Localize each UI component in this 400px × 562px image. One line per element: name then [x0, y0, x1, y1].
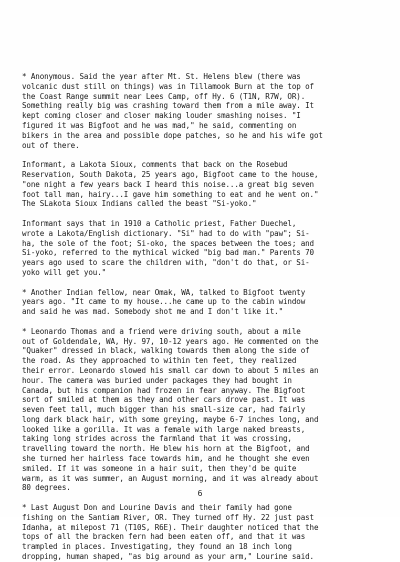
- paragraph-lakota-dictionary: Informant says that in 1910 a Catholic priest, Father Duechel, wrote a Lakota/English dictionary. "Si" had to do with "paw"; Si- ha, the sole of the foot; Si-oko, the spaces between the toes; and Si-yoko, referred to the mythical wicked "big bad man." Parents 70 years ago used to scare the children with, "don't do that, or Si- yoko will get you.": [22, 218, 314, 277]
- paragraph-omak-indian: * Another Indian fellow, near Omak, WA, talked to Bigfoot twenty years ago. "It came to my house...he came up to the cabin window and said he was mad. Somebody shot me and I don't like it.": [22, 287, 306, 317]
- page-number: 6: [197, 489, 203, 498]
- paragraph-leonardo-thomas: * Leonardo Thomas and a friend were driving south, about a mile out of Goldendale, WA, Hy. 97, 10-12 years ago. He commented on the "Quaker" dressed in black, walking towards them along the side of the road. As they approached to within ten feet, they realized their error. Leonardo slowed his small car down to about 5 miles an hour. The camera was buried under packages they had bought in Canada, but his companion had frozen in fear anyway. The Bigfoot sort of smiled at them as they and other cars drove past. It was seven feet tall, much bigger than his small-size car, had fairly long dark black hair, with some greying, maybe 6-7 inches long, and looked like a gorilla. It was a female with large naked breasts, taking long strides across the farmland that it was crossing, travelling toward the north. He blew his horn at the Bigfoot, and she turned her hairless face towards him, and he thought she even smiled. If it was someone in a hair suit, then they'd be quite warm, as it was summer, an August morning, and it was already about 80 degrees.: [22, 326, 319, 493]
- paragraph-lakota-informant: Informant, a Lakota Sioux, comments that back on the Rosebud Reservation, South Dakota, 25 years ago, Bigfoot came to the house, "one night a few years back I heard this noise...a great big seven foot tall man, hairy...I gave him something to eat and he went on." The SLakota Sioux Indians called the beast "Si-yoko.": [22, 160, 319, 209]
- paragraph-anonymous-tillamook: * Anonymous. Said the year after Mt. St. Helens blew (there was volcanic dust still on things) was in Tillamook Burn at the top of the Coast Range summit near Lees Camp, off Hy. 6 (T1N, R7W, OR). Something really big was crashing toward them from a mile away. It kept coming closer and closer making louder smashing noises. "I figured it was Bigfoot and he was mad," he said, commenting on bikers in the area and possible dope patches, so he and his wife got out of there.: [22, 72, 323, 150]
- paragraph-davis-family: * Last August Don and Lourine Davis and their family had gone fishing on the Santiam River, OR. They turned off Hy. 22 just past Idanha, at milepost 71 (T10S, R6E). Their daughter noticed that the tops of all the bracken fern had been eaten off, and that it was trampled in places. Investigating, they found an 18 inch long dropping, human shaped, "as big around as your arm," Lourine said.: [22, 503, 319, 562]
